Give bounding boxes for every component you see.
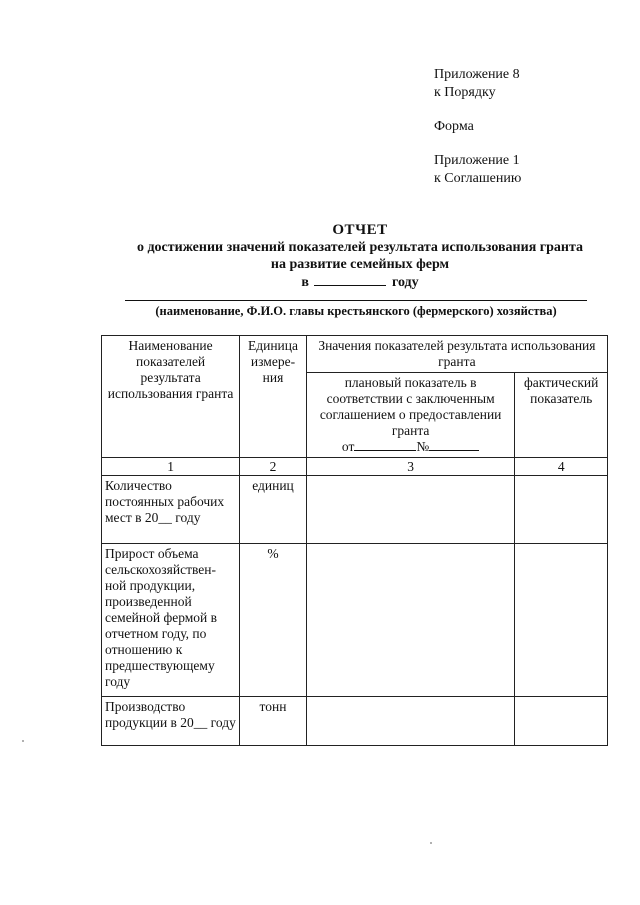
row-fact-cell[interactable] [515, 544, 608, 697]
appendix-1-label: Приложение 1 [434, 153, 520, 168]
row-fact-cell[interactable] [515, 476, 608, 544]
year-blank-field[interactable] [314, 273, 386, 286]
year-suffix: году [391, 275, 419, 290]
col-number-4: 4 [515, 458, 608, 476]
report-year-line [301, 273, 418, 291]
row-plan-cell[interactable] [306, 544, 515, 697]
year-prefix: в [301, 275, 309, 290]
row-plan-cell[interactable] [306, 476, 515, 544]
table-row [102, 476, 608, 544]
col-number-1: 1 [102, 458, 240, 476]
form-label: Форма [434, 119, 474, 134]
appendix-1-ref: к Соглашению [434, 171, 522, 186]
row-unit: единиц [240, 476, 307, 544]
scan-speck [22, 740, 24, 742]
header-values-group: Значения показателей результата использования гранта [306, 336, 607, 373]
header-plan-from: от [341, 439, 355, 454]
scan-speck [430, 842, 432, 844]
row-unit: % [240, 544, 307, 697]
report-subtitle-2: на развитие семейных ферм [270, 257, 450, 272]
appendix-1-note [434, 152, 521, 188]
row-fact-cell[interactable] [515, 697, 608, 746]
farm-name-blank-line[interactable] [125, 300, 587, 301]
row-indicator-name: Производство продукции в 20__ году [102, 697, 240, 746]
appendix-8-label: Приложение 8 [434, 67, 520, 82]
header-plan-no: № [416, 439, 430, 454]
row-plan-cell[interactable] [306, 697, 515, 746]
table-header-row-1 [102, 336, 608, 373]
report-subtitle-1: о достижении значений показателей результата использования гранта [136, 240, 584, 255]
header-plan [306, 373, 515, 458]
col-number-2: 2 [240, 458, 307, 476]
header-unit: Единица измере-ния [240, 336, 307, 458]
table-row [102, 697, 608, 746]
report-title-block [90, 222, 630, 291]
farm-name-caption: (наименование, Ф.И.О. главы крестьянского (фермерского) хозяйства) [155, 304, 557, 318]
table-row [102, 544, 608, 697]
header-name: Наименование показателей результата использования гранта [102, 336, 240, 458]
appendix-8-note [434, 66, 520, 102]
plan-date-blank[interactable] [354, 439, 416, 451]
row-indicator-name: Количество постоянных рабочих мест в 20__ году [102, 476, 240, 544]
report-title: ОТЧЕТ [332, 222, 388, 238]
report-table [101, 335, 608, 746]
header-fact: фактический показатель [515, 373, 608, 458]
row-indicator-name: Прирост объема сельскохозяйствен-ной продукции, произведенной семейной фермой в отчетном году, по отношению к предшествующему году [102, 544, 240, 697]
plan-number-blank[interactable] [429, 439, 479, 451]
appendix-8-ref: к Порядку [434, 85, 496, 100]
row-unit: тонн [240, 697, 307, 746]
col-number-3: 3 [306, 458, 515, 476]
header-plan-text: плановый показатель в соответствии с заключенным соглашением о предоставлении гранта [319, 375, 502, 438]
column-number-row [102, 458, 608, 476]
